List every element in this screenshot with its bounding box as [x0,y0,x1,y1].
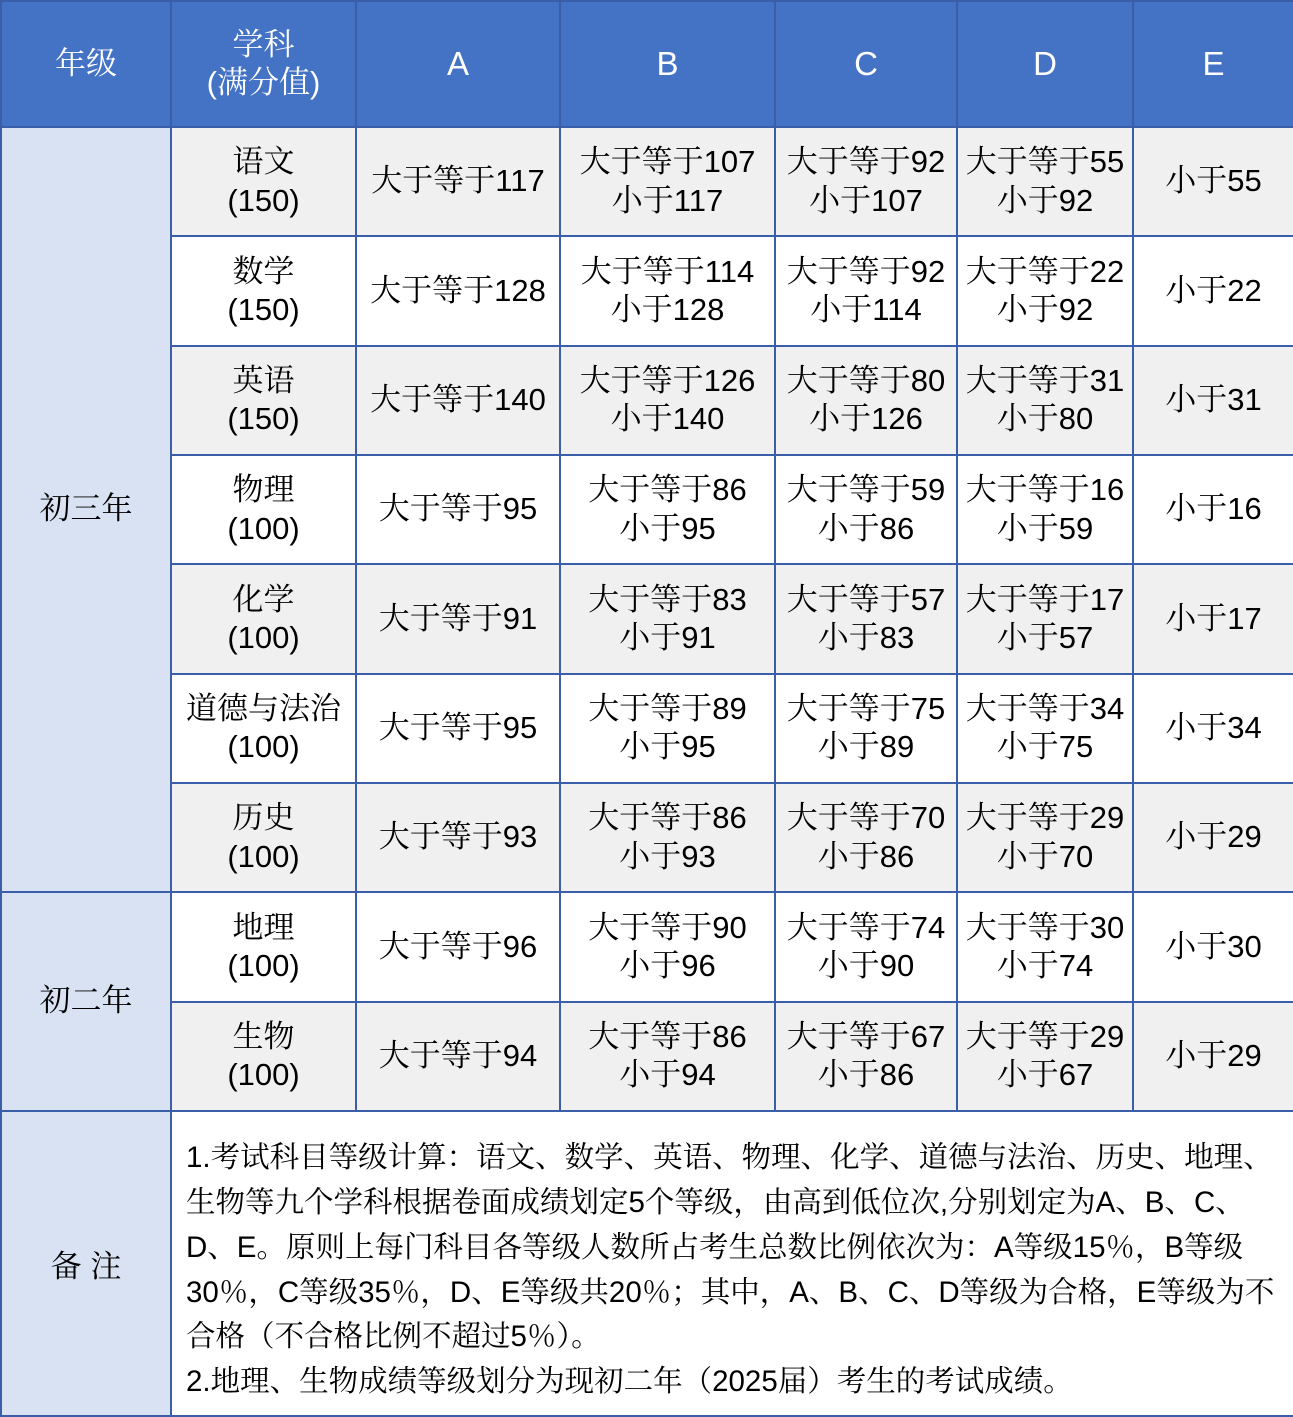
range-line: 小于126 [809,401,923,437]
range-line: 大于等于74 [786,909,946,945]
subject-name: 道德与法治 [186,690,341,726]
range-line: 大于等于95 [378,710,538,746]
range-line: 小于92 [996,291,1094,327]
range-line: 大于等于89 [588,690,747,726]
range-cell-d [957,127,1133,236]
range-line: 大于等于59 [786,472,946,508]
range-line: 大于等于22 [965,253,1125,289]
range-line: 小于16 [1165,491,1262,527]
range-line: 小于90 [817,947,915,983]
range-line: 小于30 [1165,928,1262,964]
header-grade: 年级 [1,1,171,127]
range-line: 小于91 [619,619,716,655]
range-line: 小于117 [611,182,724,218]
header-level-b: B [560,1,775,127]
range-line: 小于92 [996,182,1094,218]
range-line: 小于86 [817,510,915,546]
range-line: 小于55 [1165,163,1262,199]
range-line: 大于等于57 [786,581,946,617]
note-item: 1.考试科目等级计算：语文、数学、英语、物理、化学、道德与法治、历史、地理、生物等九个学科根据卷面成绩划定5个等级，由高到低位次,分别划定为A、B、C、D、E。原则上每门科目各等级人数所占考生总数比例依次为：A等级15％，B等级30％，C等级35％，D、E等级共20％；其中，A、B、C、D等级为合格，E等级为不合格（不合格比例不超过5％）。 [186,1141,1275,1354]
range-line: 小于94 [619,1057,716,1093]
range-cell-c [775,127,957,236]
range-cell-e [1133,1002,1293,1111]
range-line: 小于22 [1165,272,1262,308]
range-line: 大于等于140 [370,382,546,418]
range-line: 大于等于31 [965,362,1125,398]
range-line: 大于等于114 [580,253,755,289]
range-line: 小于83 [817,619,915,655]
table-row [1,1002,1293,1111]
range-line: 大于等于29 [965,1018,1125,1054]
subject-cell [171,346,356,455]
range-cell-c [775,564,957,673]
range-cell-b [560,783,775,892]
range-line: 大于等于93 [378,819,538,855]
subject-cell [171,455,356,564]
range-line: 大于等于30 [965,909,1125,945]
subject-cell [171,892,356,1001]
range-line: 大于等于95 [378,491,538,527]
range-line: 大于等于92 [786,144,946,180]
subject-cell [171,564,356,673]
subject-max-score: (100) [227,838,300,874]
table-row [1,564,1293,673]
range-line: 小于29 [1165,819,1262,855]
header-level-e: E [1133,1,1293,127]
range-line: 小于59 [996,510,1094,546]
range-line: 小于34 [1165,710,1262,746]
range-cell-d [957,236,1133,345]
range-line: 大于等于107 [579,144,756,180]
range-line: 小于114 [810,291,922,327]
range-line: 大于等于17 [965,581,1125,617]
range-cell-d [957,783,1133,892]
range-cell-a [356,236,560,345]
subject-cell [171,783,356,892]
range-line: 小于140 [610,401,725,437]
range-line: 大于等于86 [588,1018,747,1054]
notes-label: 备注 [1,1111,171,1416]
range-line: 小于80 [996,401,1094,437]
range-line: 小于29 [1165,1038,1262,1074]
header-subject-line2: (满分值) [206,65,321,100]
range-cell-e [1133,346,1293,455]
table-row [1,236,1293,345]
range-line: 大于等于91 [378,600,538,636]
header-level-d: D [957,1,1133,127]
range-cell-d [957,455,1133,564]
range-cell-e [1133,564,1293,673]
range-line: 小于31 [1165,382,1262,418]
table-row [1,892,1293,1001]
subject-max-score: (150) [227,291,300,327]
range-line: 大于等于117 [371,163,545,199]
subject-cell [171,236,356,345]
range-cell-c [775,346,957,455]
notes-body [171,1111,1293,1416]
range-line: 大于等于86 [588,800,747,836]
range-cell-d [957,892,1133,1001]
subject-max-score: (100) [227,510,300,546]
range-line: 小于74 [996,947,1094,983]
subject-cell [171,127,356,236]
range-cell-a [356,564,560,673]
range-cell-c [775,892,957,1001]
subject-name: 语文 [232,144,295,180]
range-cell-b [560,127,775,236]
range-cell-d [957,674,1133,783]
range-cell-b [560,892,775,1001]
range-cell-b [560,1002,775,1111]
table-row [1,127,1293,236]
range-line: 小于89 [817,729,915,765]
range-line: 大于等于128 [370,272,546,308]
range-cell-a [356,892,560,1001]
note-item: 2.地理、生物成绩等级划分为现初二年（2025届）考生的考试成绩。 [186,1365,1073,1399]
subject-max-score: (100) [227,619,300,655]
subject-name: 化学 [232,581,295,617]
range-line: 大于等于80 [786,362,946,398]
subject-name: 历史 [232,800,295,836]
range-cell-c [775,674,957,783]
range-cell-c [775,1002,957,1111]
range-cell-a [356,783,560,892]
subject-max-score: (100) [227,1057,300,1093]
grade-group-cell: 初三年 [1,127,171,892]
range-cell-c [775,236,957,345]
range-line: 大于等于83 [588,581,747,617]
range-cell-a [356,674,560,783]
header-subject-line1: 学科 [232,27,295,63]
subject-cell [171,674,356,783]
range-line: 小于93 [619,838,716,874]
subject-max-score: (100) [227,947,300,983]
range-cell-a [356,127,560,236]
range-cell-e [1133,236,1293,345]
range-cell-e [1133,674,1293,783]
range-cell-b [560,455,775,564]
range-cell-a [356,1002,560,1111]
range-cell-b [560,346,775,455]
range-line: 大于等于29 [965,800,1125,836]
range-cell-e [1133,892,1293,1001]
range-cell-e [1133,783,1293,892]
range-cell-d [957,564,1133,673]
range-cell-d [957,346,1133,455]
range-line: 大于等于55 [965,144,1125,180]
range-line: 大于等于126 [579,362,756,398]
range-line: 小于107 [809,182,923,218]
subject-name: 地理 [232,909,295,945]
range-line: 大于等于90 [588,909,747,945]
range-line: 大于等于70 [786,800,946,836]
table-row [1,455,1293,564]
range-cell-a [356,346,560,455]
subject-name: 英语 [232,362,295,398]
range-line: 大于等于67 [786,1018,946,1054]
range-line: 小于95 [619,510,716,546]
table-footer [1,1111,1293,1416]
range-cell-a [356,455,560,564]
table-header [1,1,1293,127]
range-line: 大于等于92 [786,253,946,289]
subject-max-score: (100) [227,729,300,765]
header-row [1,1,1293,127]
range-line: 小于57 [996,619,1094,655]
range-line: 大于等于75 [786,690,946,726]
header-level-c: C [775,1,957,127]
subject-name: 数学 [232,253,295,289]
grade-group-cell: 初二年 [1,892,171,1111]
range-line: 小于17 [1165,600,1262,636]
range-line: 小于96 [619,947,716,983]
range-line: 大于等于16 [965,472,1125,508]
range-line: 小于86 [817,838,915,874]
range-line: 大于等于96 [378,928,538,964]
range-line: 大于等于94 [378,1038,538,1074]
range-line: 小于86 [817,1057,915,1093]
range-line: 大于等于34 [965,690,1125,726]
table-row [1,783,1293,892]
table-body [1,127,1293,1111]
range-cell-b [560,674,775,783]
subject-name: 生物 [232,1018,295,1054]
notes-row [1,1111,1293,1416]
range-line: 小于67 [996,1057,1094,1093]
range-cell-b [560,236,775,345]
table-row [1,346,1293,455]
range-cell-b [560,564,775,673]
subject-cell [171,1002,356,1111]
range-cell-d [957,1002,1133,1111]
range-line: 大于等于86 [588,472,747,508]
range-cell-c [775,783,957,892]
range-cell-c [775,455,957,564]
range-cell-e [1133,127,1293,236]
range-line: 小于70 [996,838,1094,874]
range-line: 小于128 [610,291,725,327]
header-level-a: A [356,1,560,127]
subject-max-score: (150) [227,401,300,437]
subject-name: 物理 [232,472,295,508]
table-row [1,674,1293,783]
range-line: 小于75 [996,729,1094,765]
range-line: 小于95 [619,729,716,765]
range-cell-e [1133,455,1293,564]
subject-max-score: (150) [227,182,300,218]
header-subject [171,1,356,127]
